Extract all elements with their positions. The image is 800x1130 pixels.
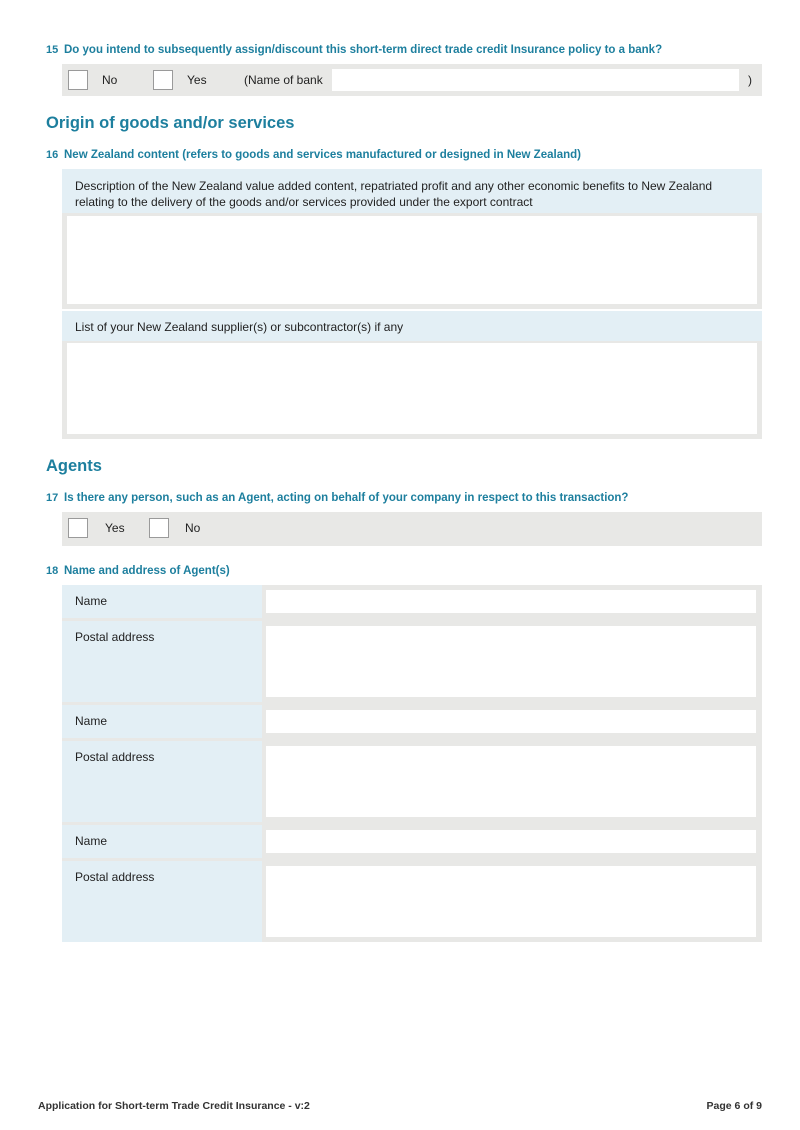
agent-3-name-input[interactable]	[266, 830, 756, 853]
agent-3-name-label: Name	[75, 834, 108, 848]
agent-2-address-input[interactable]	[266, 746, 756, 817]
question-16-number: 16	[46, 149, 59, 161]
q15-bank-label: (Name of bank	[244, 73, 323, 87]
footer-title: Application for Short-term Trade Credit Insurance - v:2	[38, 1100, 310, 1112]
q17-no-label: No	[185, 521, 201, 535]
question-15-text: Do you intend to subsequently assign/discount this short-term direct trade credit Insurance policy to a bank?	[64, 44, 663, 56]
q16-description-frame	[62, 213, 762, 309]
q17-no-checkbox[interactable]	[149, 518, 169, 538]
q16-description-input[interactable]	[67, 216, 757, 304]
agent-3-address-label: Postal address	[75, 870, 155, 884]
agent-1-address-label-cell	[62, 621, 262, 702]
question-17-number: 17	[46, 492, 59, 504]
question-16-text: New Zealand content (refers to goods and services manufactured or designed in New Zealand)	[64, 149, 581, 161]
agent-3-name-label-cell	[62, 825, 262, 858]
question-18-text: Name and address of Agent(s)	[64, 565, 230, 577]
agent-2-address-label-cell	[62, 741, 262, 822]
q15-no-label: No	[102, 73, 118, 87]
q16-suppliers-label: List of your New Zealand supplier(s) or subcontractor(s) if any	[75, 320, 404, 334]
agent-3-address-input[interactable]	[266, 866, 756, 937]
q15-no-checkbox[interactable]	[68, 70, 88, 90]
q16-suppliers-input[interactable]	[67, 343, 757, 434]
agent-1-name-input[interactable]	[266, 590, 756, 613]
q16-description-label: Description of the New Zealand value added content, repatriated profit and any other economic benefits to New Zealand relating to the delivery of the goods and/or services provided under the export contract	[75, 179, 713, 209]
q17-yes-checkbox[interactable]	[68, 518, 88, 538]
agent-2-name-label: Name	[75, 714, 108, 728]
agent-2-address-label: Postal address	[75, 750, 155, 764]
agent-1-name-label-cell	[62, 585, 262, 618]
agent-1-name-label: Name	[75, 594, 108, 608]
question-17-text: Is there any person, such as an Agent, acting on behalf of your company in respect to this transaction?	[64, 492, 629, 504]
agents-section-heading: Agents	[46, 457, 102, 475]
agent-2-name-label-cell	[62, 705, 262, 738]
agent-1-address-label: Postal address	[75, 630, 155, 644]
q15-bank-close-paren: )	[748, 73, 752, 87]
q16-suppliers-label-box	[62, 311, 762, 341]
agent-3-address-label-cell	[62, 861, 262, 942]
q16-suppliers-frame	[62, 341, 762, 439]
agent-1-address-input[interactable]	[266, 626, 756, 697]
origin-section-heading: Origin of goods and/or services	[46, 114, 295, 132]
agent-2-name-input[interactable]	[266, 710, 756, 733]
question-15-answer-row	[62, 64, 762, 96]
footer-page-number: Page 6 of 9	[706, 1100, 762, 1112]
question-15-number: 15	[46, 44, 59, 56]
q15-yes-checkbox[interactable]	[153, 70, 173, 90]
question-17-answer-row	[62, 512, 762, 546]
question-18-number: 18	[46, 565, 59, 577]
q15-yes-label: Yes	[187, 73, 207, 87]
q15-bank-name-input[interactable]	[332, 69, 739, 91]
q16-description-label-box	[62, 169, 762, 213]
q17-yes-label: Yes	[105, 521, 125, 535]
